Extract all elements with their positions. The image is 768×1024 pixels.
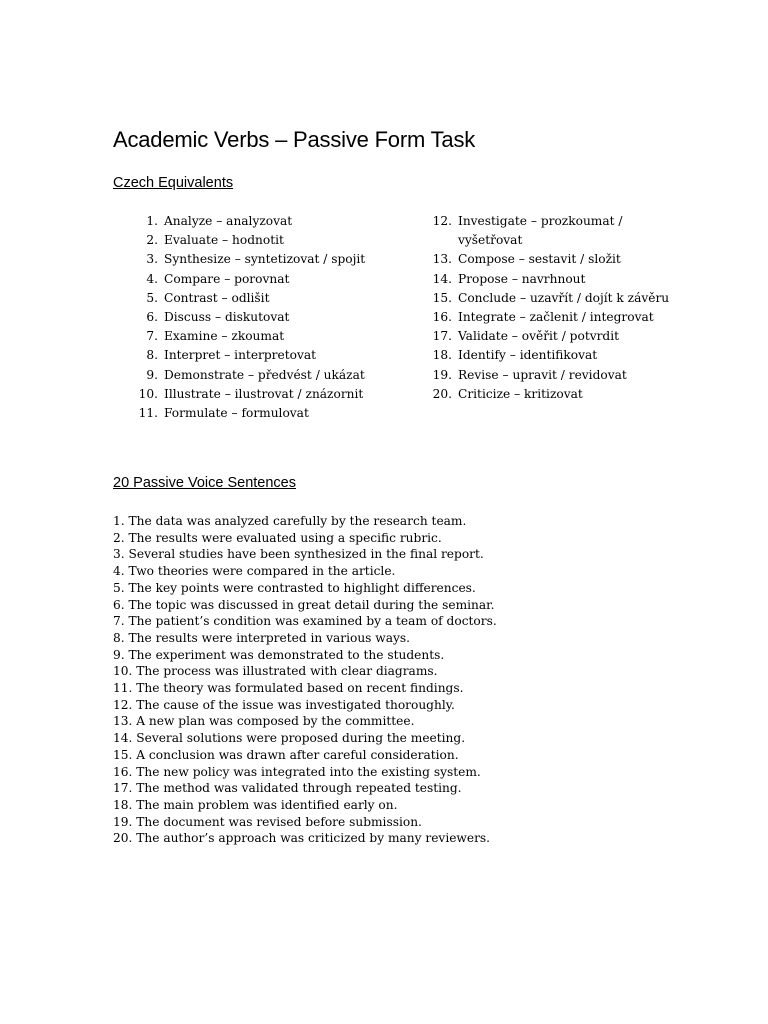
vocab-item-number: 11. — [138, 406, 158, 421]
vocab-item — [412, 346, 672, 365]
sentence-item: 8. The results were interpreted in various ways. — [113, 630, 411, 645]
sentence-item: 3. Several studies have been synthesized in the final report. — [113, 547, 484, 562]
sentence-item: 12. The cause of the issue was investigated thoroughly. — [113, 697, 455, 712]
vocab-item — [412, 212, 672, 250]
vocab-item-number: 16. — [432, 310, 452, 325]
vocab-item-number: 19. — [432, 367, 452, 382]
vocab-item — [412, 289, 672, 308]
vocab-item — [118, 212, 418, 231]
sentence-item: 13. A new plan was composed by the committee. — [113, 714, 415, 729]
vocab-item-text: Compose – sestavit / složit — [458, 252, 621, 267]
vocab-item-number: 20. — [432, 386, 452, 401]
vocab-item-text: Demonstrate – předvést / ukázat — [164, 367, 365, 382]
vocab-item — [118, 366, 418, 385]
vocab-item-text: Formulate – formulovat — [164, 406, 309, 421]
vocab-item-number: 1. — [146, 214, 158, 228]
sentence-item: 4. Two theories were compared in the article. — [113, 564, 396, 579]
vocab-list-left — [118, 212, 418, 423]
vocab-item — [118, 385, 418, 404]
sentence-item: 14. Several solutions were proposed during the meeting. — [113, 731, 466, 746]
sentence-item: 15. A conclusion was drawn after careful consideration. — [113, 747, 459, 762]
sentence-item: 19. The document was revised before submission. — [113, 814, 422, 829]
sentence-item: 2. The results were evaluated using a specific rubric. — [113, 530, 442, 545]
vocab-item — [118, 289, 418, 308]
czech-equivalents-heading: Czech Equivalents — [113, 175, 234, 191]
vocab-item — [412, 366, 672, 385]
vocab-item — [412, 250, 672, 269]
vocab-item-text: Investigate – prozkoumat / vyšetřovat — [458, 214, 623, 248]
vocab-item-number: 13. — [432, 252, 452, 267]
passive-sentences-heading: 20 Passive Voice Sentences — [113, 475, 296, 491]
vocab-item-number: 17. — [432, 329, 452, 344]
vocab-item-text: Criticize – kritizovat — [458, 386, 583, 401]
vocab-item — [118, 231, 418, 250]
vocab-item — [412, 308, 672, 327]
vocab-item-number: 18. — [432, 348, 452, 363]
vocab-item-text: Contrast – odlišit — [164, 290, 270, 305]
sentence-item: 20. The author’s approach was criticized by many reviewers. — [113, 831, 491, 846]
sentence-item: 16. The new policy was integrated into the existing system. — [113, 764, 481, 779]
vocab-item-text: Identify – identifikovat — [458, 348, 598, 363]
vocab-item-number: 15. — [432, 290, 452, 305]
vocab-item-number: 14. — [432, 271, 452, 286]
vocab-item-text: Propose – navrhnout — [458, 271, 586, 286]
page-title: Academic Verbs – Passive Form Task — [113, 127, 476, 152]
vocab-item-number: 5. — [146, 290, 158, 305]
vocab-item-number: 4. — [146, 271, 158, 286]
sentence-item: 7. The patient’s condition was examined by a team of doctors. — [113, 614, 497, 629]
vocab-item-text: Interpret – interpretovat — [164, 348, 316, 363]
vocab-item-text: Compare – porovnat — [164, 271, 290, 286]
vocab-item-text: Synthesize – syntetizovat / spojit — [164, 252, 366, 267]
sentence-item: 11. The theory was formulated based on recent findings. — [113, 681, 464, 696]
vocab-item-number: 9. — [146, 367, 158, 382]
vocab-item-number: 2. — [146, 233, 158, 248]
sentence-list — [113, 513, 497, 847]
vocab-item-text: Integrate – začlenit / integrovat — [458, 310, 654, 325]
vocab-item-number: 7. — [146, 329, 158, 344]
vocab-item-text: Illustrate – ilustrovat / znázornit — [164, 386, 364, 401]
vocab-item — [118, 404, 418, 423]
vocab-item — [118, 270, 418, 289]
vocab-item — [118, 346, 418, 365]
sentence-item: 17. The method was validated through repeated testing. — [113, 781, 462, 796]
vocab-item-number: 3. — [146, 252, 158, 267]
vocab-item-text: Discuss – diskutovat — [164, 310, 290, 325]
vocab-item-text: Evaluate – hodnotit — [164, 233, 284, 248]
sentence-item: 9. The experiment was demonstrated to the students. — [113, 647, 445, 662]
vocab-item-text: Analyze – analyzovat — [164, 214, 293, 228]
vocab-item-text: Conclude – uzavřít / dojít k závěru — [458, 290, 670, 305]
vocab-item-number: 6. — [146, 310, 158, 325]
vocab-item — [412, 270, 672, 289]
vocab-item-number: 8. — [146, 348, 158, 363]
vocab-item-number: 10. — [138, 386, 158, 401]
sentence-item: 6. The topic was discussed in great detail during the seminar. — [113, 597, 495, 612]
sentence-item: 10. The process was illustrated with clear diagrams. — [113, 664, 438, 679]
vocab-item — [118, 308, 418, 327]
vocab-item — [412, 385, 672, 404]
vocab-item-number: 12. — [432, 214, 452, 228]
vocab-list-right — [412, 212, 672, 404]
sentence-item: 18. The main problem was identified early on. — [113, 797, 398, 812]
sentence-item: 5. The key points were contrasted to highlight differences. — [113, 580, 476, 595]
vocab-item — [412, 327, 672, 346]
vocab-item-text: Examine – zkoumat — [164, 329, 285, 344]
vocab-item — [118, 250, 418, 269]
vocab-item-text: Validate – ověřit / potvrdit — [458, 329, 620, 344]
sentence-item: 1. The data was analyzed carefully by the research team. — [113, 514, 467, 528]
vocab-item-text: Revise – upravit / revidovat — [458, 367, 627, 382]
vocab-item — [118, 327, 418, 346]
